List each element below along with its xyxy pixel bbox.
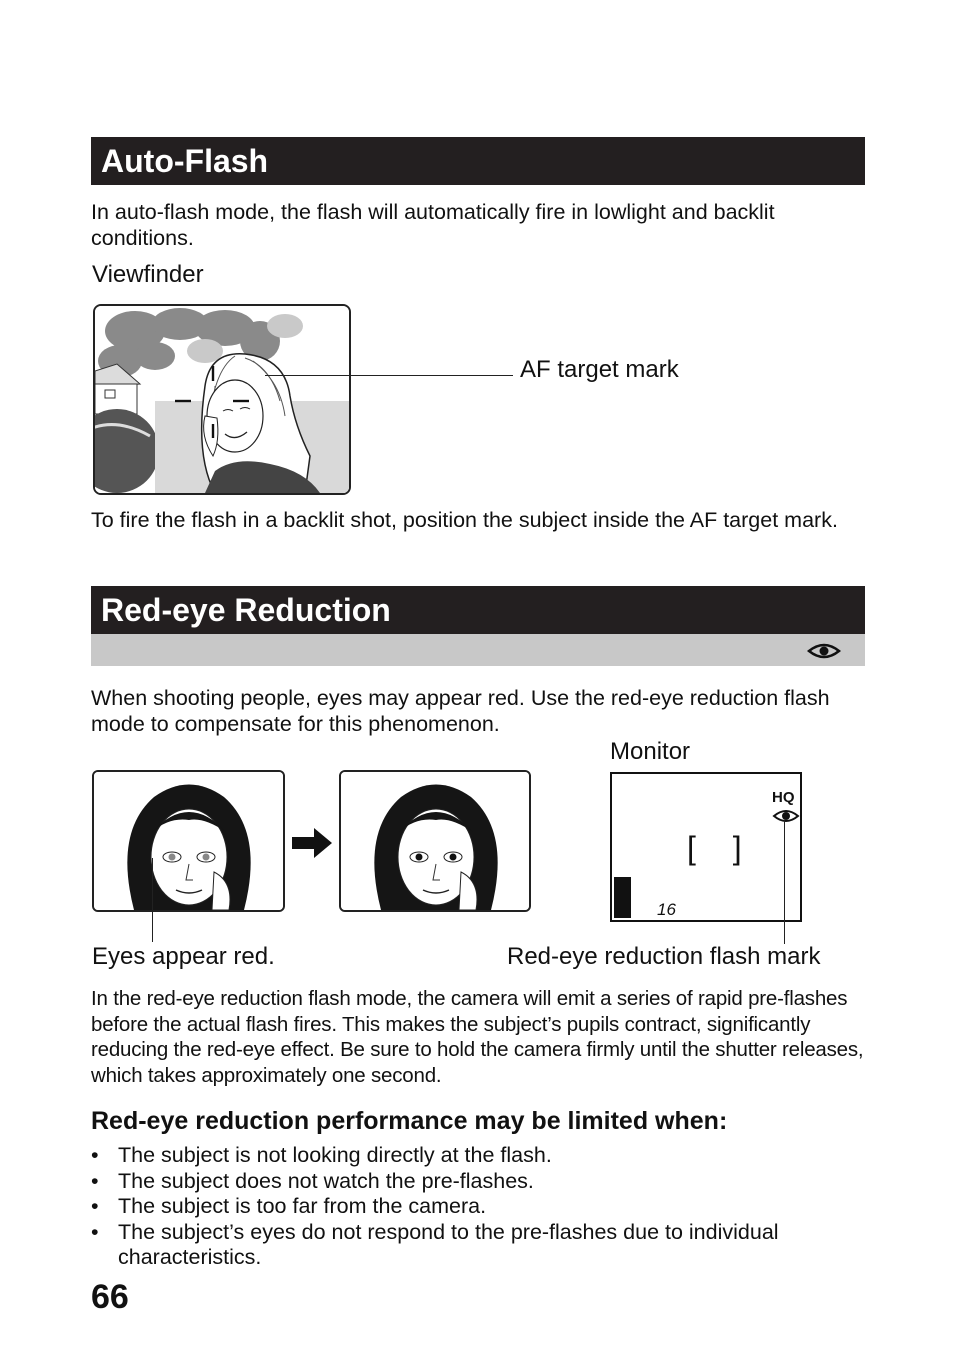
red-eye-description: In the red-eye reduction flash mode, the camera will emit a series of rapid pre-flashes before the actual flash fires. This makes the subject’s pupils contract, significantly reducing the red-eye effect. Be sure to hold the camera firmly until the shutter releases, which takes approximately one second. <box>91 987 864 1087</box>
section-title: Red-eye Reduction <box>101 592 391 628</box>
monitor-label: Monitor <box>610 738 691 765</box>
monitor-display <box>610 772 802 922</box>
af-target-leader-line <box>265 375 513 376</box>
section-header-red-eye <box>91 586 865 634</box>
page-number: 66 <box>91 1278 129 1316</box>
eye-icon <box>807 641 841 661</box>
quality-indicator: HQ <box>772 789 795 806</box>
red-eye-mark-label: Red-eye reduction flash mark <box>507 943 821 970</box>
mark-leader-line <box>784 820 785 944</box>
viewfinder-illustration <box>93 304 351 495</box>
af-target-label: AF target mark <box>520 356 679 383</box>
portrait-red-eye <box>92 770 285 912</box>
viewfinder-label: Viewfinder <box>92 261 204 288</box>
red-eye-mode-bar <box>91 634 865 666</box>
section-title: Auto-Flash <box>101 143 269 179</box>
red-eye-intro: When shooting people, eyes may appear red. Use the red-eye reduction flash mode to compensate for this phenomenon. <box>91 686 830 736</box>
eyes-appear-red-label: Eyes appear red. <box>92 943 275 970</box>
limitations-list <box>91 1143 871 1271</box>
list-item: • The subject does not watch the pre-flashes. <box>91 1169 871 1195</box>
backlit-note: To fire the flash in a backlit shot, position the subject inside the AF target mark. <box>91 508 838 532</box>
list-item: • The subject’s eyes do not respond to the pre-flashes due to individual characteristics. <box>91 1220 871 1271</box>
viewfinder-scene <box>95 306 349 493</box>
auto-flash-intro: In auto-flash mode, the flash will automatically fire in lowlight and backlit conditions. <box>91 200 775 250</box>
af-brackets: [ ] <box>687 830 756 866</box>
section-header-auto-flash <box>91 137 865 185</box>
limitations-heading: Red-eye reduction performance may be limited when: <box>91 1107 728 1135</box>
list-item: • The subject is not looking directly at the flash. <box>91 1143 871 1169</box>
portrait-corrected <box>339 770 531 912</box>
battery-level-bar <box>614 877 631 918</box>
eyes-leader-line <box>152 858 153 942</box>
arrow-right-icon <box>292 826 332 860</box>
red-eye-mark-icon <box>772 807 800 825</box>
frame-counter: 16 <box>657 900 676 919</box>
list-item: • The subject is too far from the camera. <box>91 1194 871 1220</box>
